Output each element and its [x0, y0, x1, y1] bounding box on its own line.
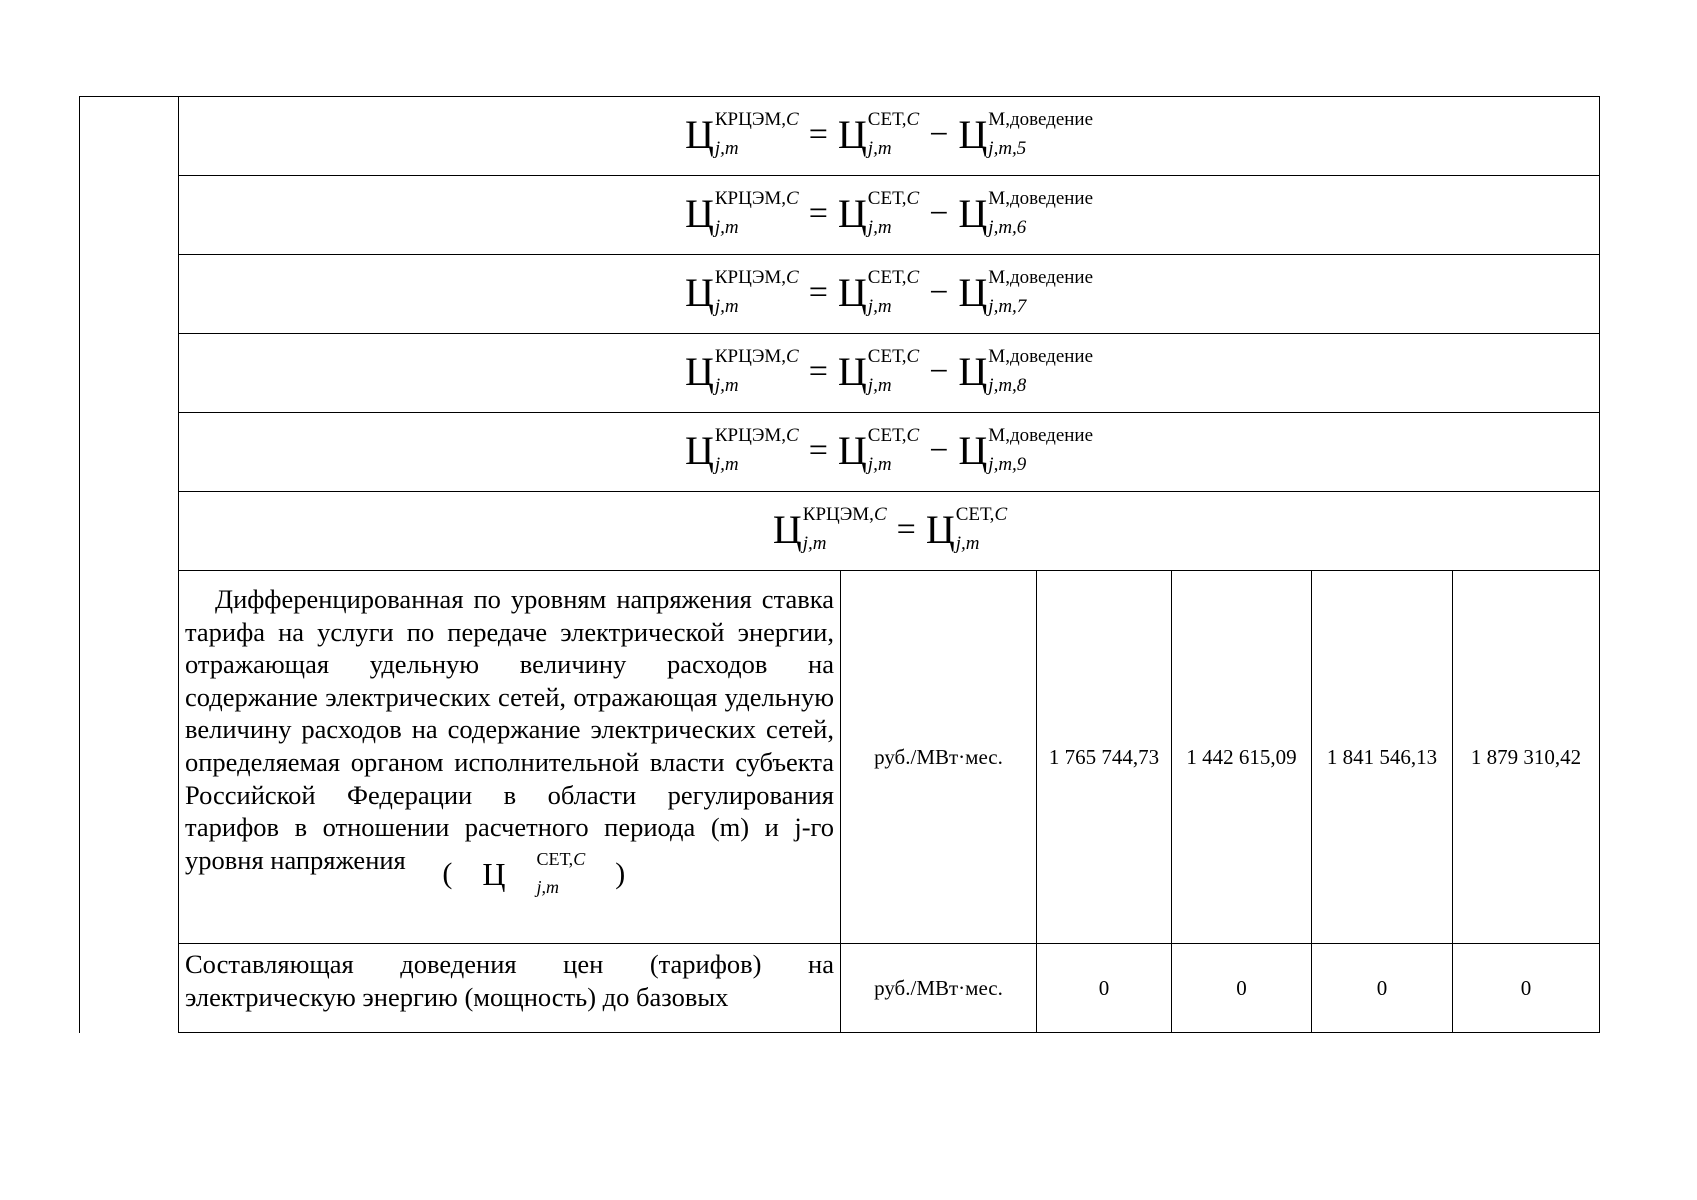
inline-formula: ( Ц СЕТ,C j,m ) [442, 849, 626, 898]
formula: Ц КРЦЭМ,C j,m = Ц СЕТ,C j,m − Ц М,доведение j,m,9 [684, 425, 1094, 475]
formula-cell [179, 176, 1600, 255]
formula-cell [179, 492, 1600, 571]
formula-cell [179, 413, 1600, 492]
formula-row [179, 97, 1600, 176]
table-row [179, 944, 1600, 1033]
description-text: Дифференцированная по уровням напряжения ставка тарифа на услуги по передаче электрической энергии, отражающая удельную величину расходов на содержание электрических сетей, отражающая удельную величину расходов на содержание электрических сетей, определяемая органом исполнительной власти субъекта Российской Федерации в области регулирования тарифов в отношении расчетного периода (m) и j-го уровня напряжения [185, 584, 834, 875]
value-cell: 1 879 310,42 [1453, 571, 1600, 944]
value-cell: 0 [1453, 944, 1600, 1033]
value-cell: 0 [1172, 944, 1312, 1033]
formula-cell [179, 97, 1600, 176]
formula-row [179, 255, 1600, 334]
formula: Ц КРЦЭМ,C j,m = Ц СЕТ,C j,m − Ц М,доведение j,m,5 [684, 109, 1094, 159]
value-cell: 1 765 744,73 [1037, 571, 1172, 944]
unit-cell: руб./МВт·мес. [841, 944, 1037, 1033]
formula-row [179, 492, 1600, 571]
formula-row [179, 334, 1600, 413]
formula: Ц КРЦЭМ,C j,m = Ц СЕТ,C j,m − Ц М,доведение j,m,7 [684, 267, 1094, 317]
formula-base: Ц КРЦЭМ,C j,m = Ц СЕТ,C j,m [772, 504, 1008, 554]
formula: Ц КРЦЭМ,C j,m = Ц СЕТ,C j,m − Ц М,доведение j,m,8 [684, 346, 1094, 396]
formula: Ц КРЦЭМ,C j,m = Ц СЕТ,C j,m − Ц М,доведение j,m,6 [684, 188, 1094, 238]
outer-frame-top [79, 96, 178, 97]
tariff-table [178, 96, 1600, 1033]
formula-row [179, 413, 1600, 492]
table-row [179, 571, 1600, 944]
description-text: Составляющая доведения цен (тарифов) на электрическую энергию (мощность) до базовых [185, 949, 834, 1012]
value-cell: 0 [1037, 944, 1172, 1033]
value-cell: 1 442 615,09 [1172, 571, 1312, 944]
value-cell: 1 841 546,13 [1312, 571, 1453, 944]
formula-row [179, 176, 1600, 255]
value-cell: 0 [1312, 944, 1453, 1033]
formula-cell [179, 334, 1600, 413]
formula-cell [179, 255, 1600, 334]
unit-cell: руб./МВт·мес. [841, 571, 1037, 944]
outer-frame-left [79, 96, 80, 1033]
row-description [179, 571, 841, 944]
row-description [179, 944, 841, 1033]
